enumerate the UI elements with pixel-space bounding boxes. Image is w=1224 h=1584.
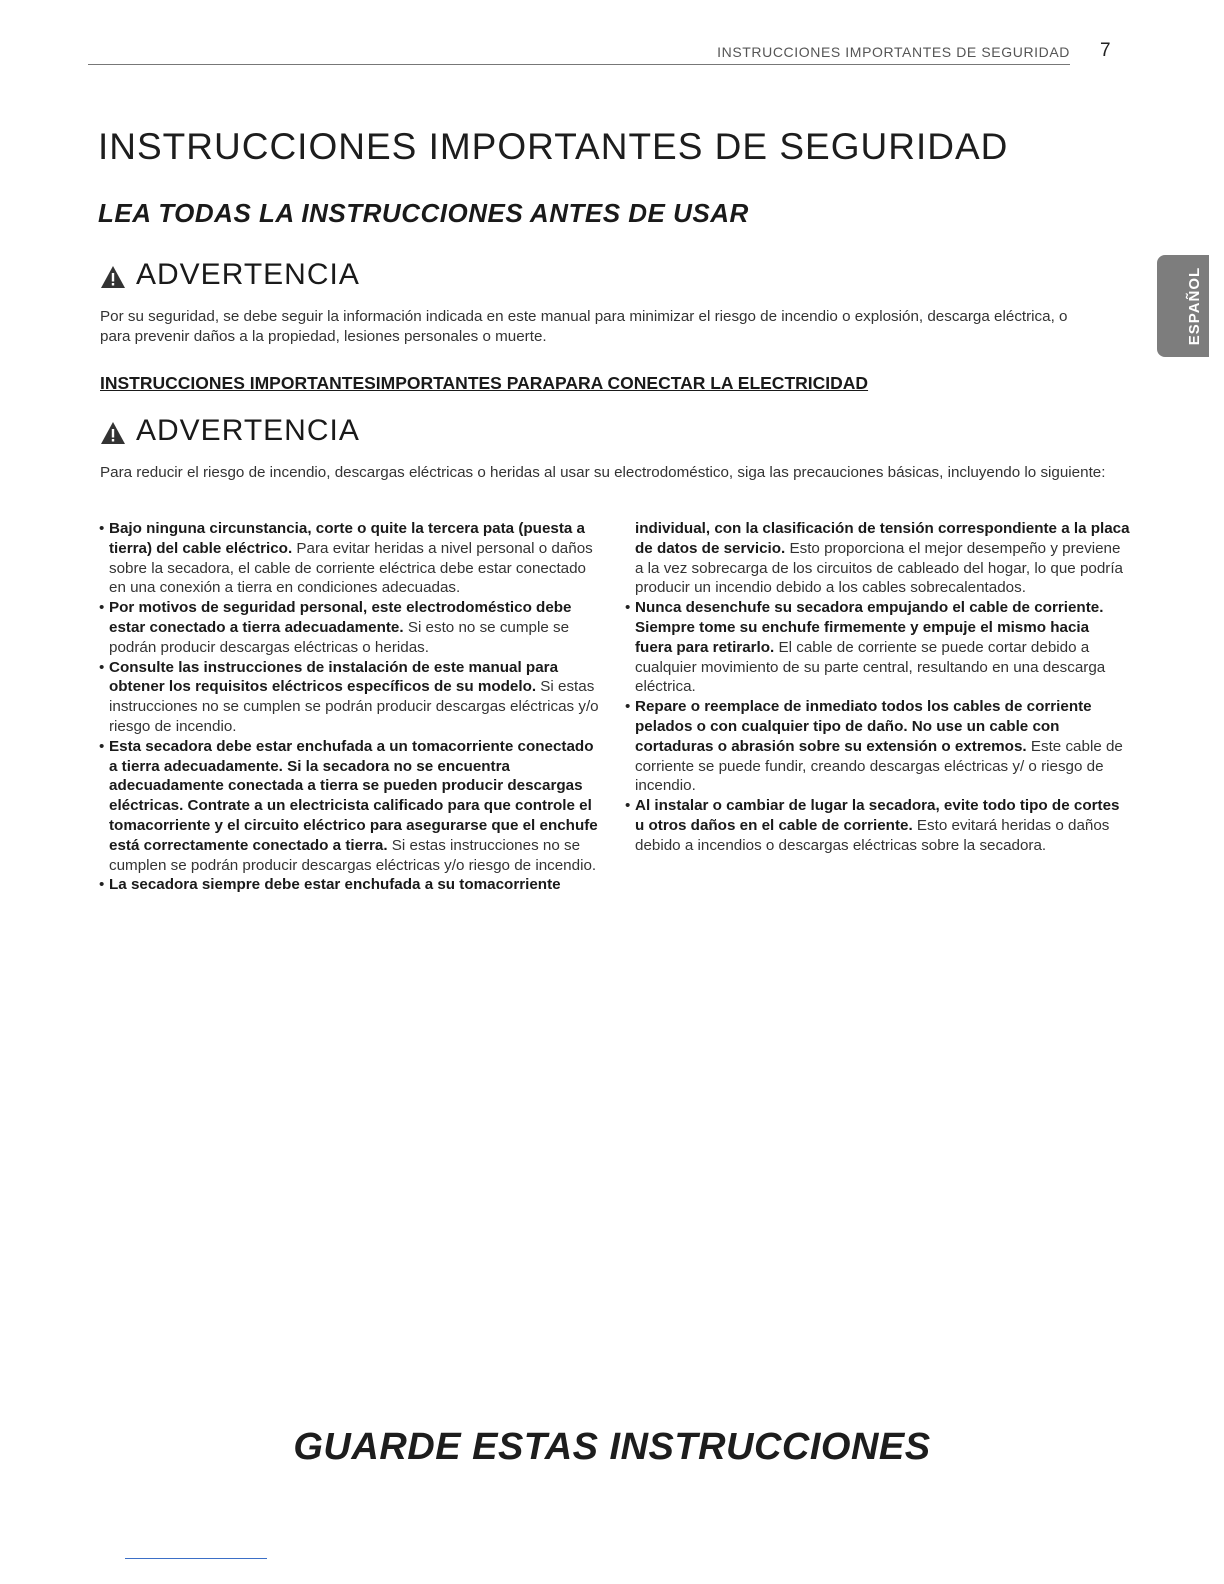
list-item (625, 697, 1130, 796)
list-item (625, 598, 1130, 697)
list-item (625, 796, 1130, 855)
bullet-list-right (625, 519, 1130, 856)
bullet-list-left (99, 519, 604, 895)
bullet-text: Para evitar heridas a nivel personal o daños sobre la secadora, el cable de corriente eléctrica debe estar conectado en una conexión a tierra en condiciones adecuadas. (109, 539, 593, 597)
header-divider (88, 64, 1070, 65)
page-subtitle: LEA TODAS LA INSTRUCCIONES ANTES DE USAR (98, 198, 749, 228)
bullet-bold: Repare o reemplace de inmediato todos los cables de corriente pelados o con cualquier tipo de daño. No use un cable con cortaduras o abrasión sobre su extensión o extremos. (635, 698, 1092, 755)
list-item-continuation (625, 519, 1130, 598)
list-item (99, 598, 604, 657)
language-tab-label: ESPAÑOL (1186, 266, 1203, 346)
bullet-bold: Bajo ninguna circunstancia, corte o quite la tercera pata (puesta a tierra) del cable eléctrico. (109, 520, 586, 557)
right-column (625, 519, 1130, 856)
bullet-text: Si estas instrucciones no se cumplen se podrán producir descargas eléctricas y/o riesgo de incendio. (109, 678, 599, 735)
list-item (99, 737, 604, 876)
closing-banner: GUARDE ESTAS INSTRUCCIONES (293, 1426, 931, 1468)
list-item (99, 658, 604, 737)
section-heading: INSTRUCCIONES IMPORTANTESIMPORTANTES PARAPARA CONECTAR LA ELECTRICIDAD (100, 373, 869, 393)
warning-triangle-icon (100, 263, 126, 287)
bullet-bold: Nunca desenchufe su secadora empujando el cable de corriente. Siempre tome su enchufe firmemente y empuje el mismo hacia fuera para retirarlo. (635, 599, 1104, 656)
language-side-tab (1157, 255, 1209, 357)
warning-heading-1 (100, 258, 360, 292)
page-title: INSTRUCCIONES IMPORTANTES DE SEGURIDAD (98, 126, 1009, 167)
bullet-bold: individual, con la clasificación de tensión correspondiente a la placa de datos de servicio. (635, 520, 1130, 557)
bullet-bold: Por motivos de seguridad personal, este electrodoméstico debe estar conectado a tierra adecuadamente. (109, 599, 572, 636)
list-item (99, 519, 604, 598)
bullet-bold: Al instalar o cambiar de lugar la secadora, evite todo tipo de cortes u otros daños en el cable de corriente. (635, 797, 1120, 834)
bullet-text: Esto proporciona el mejor desempeño y previene a la vez sobrecarga de los circuitos de cableado del hogar, lo que podría producir un incendio debido a los cables sobrecalentados. (635, 539, 1124, 597)
warning-heading-2 (100, 414, 360, 448)
bullet-text: Si esto no se cumple se podrán producir descargas eléctricas o heridas. (109, 618, 570, 656)
bullet-text: Esto evitará heridas o daños debido a incendios o descargas eléctricas sobre la secadora. (635, 816, 1110, 854)
page-number: 7 (1100, 40, 1111, 61)
running-header: INSTRUCCIONES IMPORTANTES DE SEGURIDAD (717, 44, 1070, 60)
bullet-bold: La secadora siempre debe estar enchufada a su tomacorriente (109, 876, 561, 894)
warning-text-1: Por su seguridad, se debe seguir la información indicada en este manual para minimizar el riesgo de incendio o explosión, descarga eléctrica, o para prevenir daños a la propiedad, lesiones personales o muerte. (100, 308, 1068, 345)
warning-label: ADVERTENCIA (136, 258, 360, 291)
bullet-text: El cable de corriente se puede cortar debido a cualquier movimiento de su parte central, resultando en una descarga eléctrica. (635, 638, 1106, 696)
bullet-bold: Consulte las instrucciones de instalación de este manual para obtener los requisitos eléctricos específicos de su modelo. (109, 658, 559, 696)
left-column (99, 519, 604, 895)
list-item (99, 875, 604, 895)
bullet-text: Si estas instrucciones no se cumplen se podrán producir descargas eléctricas y/o riesgo de incendio. (109, 836, 597, 874)
footer-divider (125, 1558, 267, 1559)
warning-triangle-icon (100, 419, 126, 443)
warning-text-2: Para reducir el riesgo de incendio, descargas eléctricas o heridas al usar su electrodoméstico, siga las precauciones básicas, incluyendo lo siguiente: (100, 464, 1106, 481)
bullet-text: Este cable de corriente se puede fundir, creando descargas eléctricas y/ o riesgo de incendio. (635, 737, 1123, 795)
bullet-bold: Esta secadora debe estar enchufada a un tomacorriente conectado a tierra adecuadamente. Si la secadora no se encuentra adecuadamente conectada a tierra se pueden producir descargas eléctricas. Contrate a un electricista calificado para que controle el tomacorriente y el circuito eléctrico para asegurarse que el enchufe está correctamente conectado a tierra. (109, 737, 598, 854)
warning-label: ADVERTENCIA (136, 414, 360, 447)
